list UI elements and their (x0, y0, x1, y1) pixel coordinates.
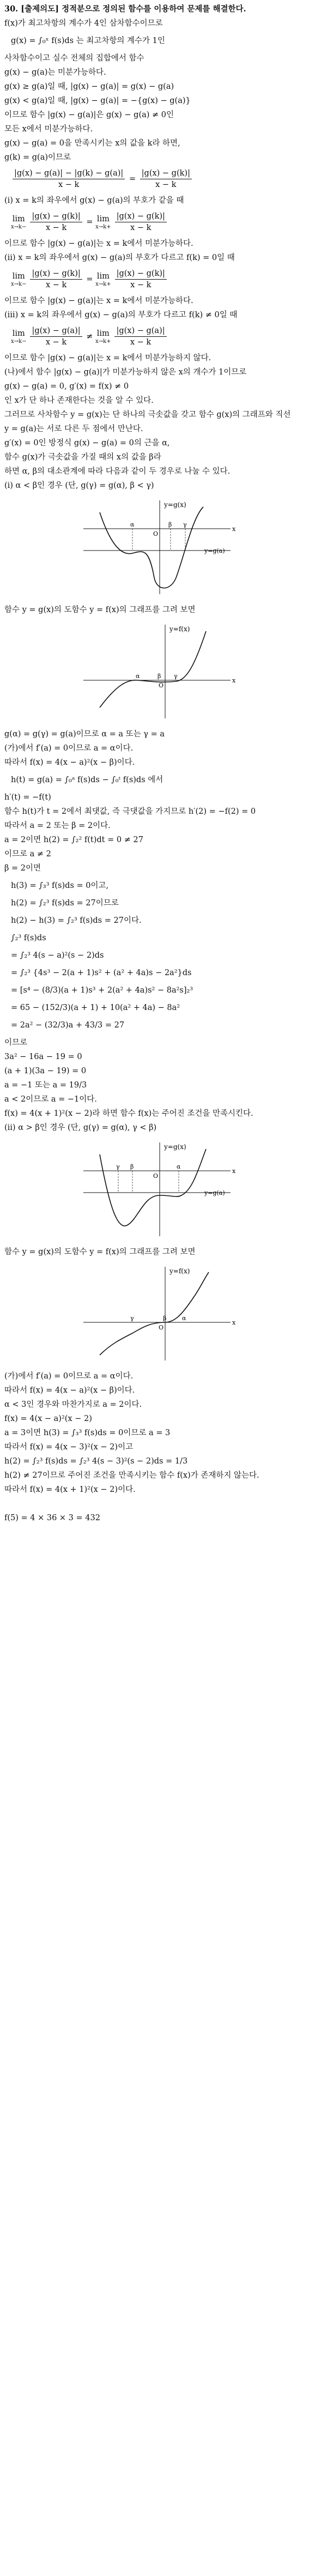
text-line: h′(t) = −f(t) (4, 793, 51, 802)
limit: lim x→k− (11, 215, 27, 230)
text-line: f(x) = 4(x − a)²(x − 2) (4, 1414, 92, 1423)
text-line: a = −1 또는 a = 19/3 (4, 1081, 87, 1090)
origin-label: O (153, 1172, 159, 1180)
text-line: β = 2이면 (4, 864, 41, 873)
case1-text-4 (4, 1036, 310, 1121)
case-conclusion: 이므로 함수 |g(x) − g(a)|는 x = k에서 미분가능하지 않다. (4, 354, 211, 362)
integral-step: = [s⁴ − (8/3)(a + 1)s³ + 2(a² + 4a)s² − 8a²s]₂³ (11, 986, 193, 995)
text-line: 따라서 f(x) = 4(x + 1)²(x − 2)이다. (4, 1485, 136, 1494)
text-line: (나)에서 함수 |g(x) − g(a)|가 미분가능하지 않은 x의 개수가 1이므로 (4, 368, 247, 377)
problem-title: [출제의도] 정적분으로 정의된 함수를 이용하여 문제를 해결한다. (21, 4, 246, 14)
limit-fraction: $\frac{|g(x) - g(k)|}{x - k}$ (30, 268, 82, 291)
text-line: 함수 y = g(x)의 도함수 y = f(x)의 그래프를 그려 보면 (4, 606, 196, 614)
text-line: a = 3이면 h(3) = ∫₃³ f(s)ds = 0이므로 a = 3 (4, 1429, 171, 1437)
final-answer: f(5) = 4 × 36 × 3 = 432 (4, 1514, 100, 1522)
case1-text-3 (4, 790, 310, 875)
fraction-rhs: $\frac{|g(x) - g(k)|}{x - k}$ (140, 168, 192, 190)
origin-label: O (159, 1324, 164, 1331)
text-line: 함수 y = g(x)의 도함수 y = f(x)의 그래프를 그려 보면 (4, 1248, 196, 1256)
x-axis-label: x (232, 677, 236, 684)
text-line: g(x) − g(a) = 0, g′(x) = f(x) ≠ 0 (4, 382, 129, 391)
point-label: β (158, 673, 161, 680)
curve-f (100, 631, 206, 708)
middle-text (4, 365, 310, 479)
limit-equation (11, 325, 310, 348)
limit-fraction: $\frac{|g(x) - g(a)|}{x - k}$ (30, 325, 82, 348)
curve-f (100, 1272, 209, 1355)
point-label: β (163, 1315, 167, 1322)
point-label: β (168, 521, 172, 528)
text-line: h(2) ≠ 27이므로 주어진 조건을 만족시키는 함수 f(x)가 존재하지 않는다. (4, 1471, 259, 1480)
point-label: α (177, 1163, 181, 1170)
relation: = (83, 275, 96, 284)
text-line: 3a² − 16a − 19 = 0 (4, 1053, 82, 1061)
text-line: a = 2이면 h(2) = ∫₂² f(t)dt = 0 ≠ 27 (4, 836, 143, 844)
equation-h2-minus-h3: h(2) − h(3) = ∫₂³ f(s)ds = 27이다. (11, 916, 142, 925)
point-label: γ (130, 1315, 134, 1322)
text-line: (가)에서 f′(a) = 0이므로 a = α이다. (4, 1372, 134, 1381)
x-axis-label: x (232, 1168, 236, 1175)
text-line: g(x) − g(a) = 0을 만족시키는 x의 값을 k라 하면, (4, 139, 180, 148)
point-label: α (136, 673, 140, 680)
case1-text-1 (4, 603, 310, 617)
case2-text-1 (4, 1245, 310, 1259)
integral-step: ∫₂³ f(s)ds (11, 934, 46, 942)
text-line: g(α) = g(γ) = g(a)이므로 α = a 또는 γ = a (4, 730, 165, 739)
point-label: α (182, 1315, 186, 1322)
text-line: a < 2이므로 a = −1이다. (4, 1095, 97, 1104)
text-line: (가)에서 f′(a) = 0이므로 a = α이다. (4, 744, 134, 753)
point-label: γ (174, 673, 178, 680)
text-line: 사차함수이고 실수 전체의 집합에서 함수 (4, 54, 144, 63)
horizontal-line-label: y=g(a) (204, 547, 225, 554)
integral-steps (4, 931, 310, 1032)
point-label: γ (183, 521, 187, 528)
x-axis-label: x (232, 525, 236, 533)
limit-fraction: $\frac{|g(x) - g(k)|}{x - k}$ (30, 211, 82, 233)
problem-header (4, 2, 310, 16)
point-label: γ (116, 1163, 120, 1170)
integral-step: = ∫₂³ 4(s − a)²(s − 2)ds (11, 951, 104, 960)
text-line: 함수 g(x)가 극솟값을 가질 때의 x의 값을 β라 (4, 453, 161, 462)
point-label: β (130, 1163, 134, 1170)
equation-ratio: $\frac{|g(x) - g(a)| - |g(k) - g(a)|}{x - k}$ = $\frac{|g(x) - g(k)|}{x - k}$ (11, 168, 310, 190)
case-conclusion: 이므로 함수 |g(x) − g(a)|는 x = k에서 미분가능하다. (4, 297, 193, 305)
text-line: g(x) ≥ g(a)일 때, |g(x) − g(a)| = g(x) − g(a) (4, 82, 174, 91)
equation-h3: h(3) = ∫₃³ f(s)ds = 0이고, (11, 881, 109, 890)
text-line: f(x)가 최고차항의 계수가 4인 삼차함수이므로 (4, 19, 163, 28)
limit: lim x→k+ (95, 329, 111, 344)
equation-g-definition: g(x) = ∫₀ˣ f(s)ds 는 최고차항의 계수가 1인 (11, 37, 165, 45)
text-line: f(x) = 4(x + 1)²(x − 2)라 하면 함수 f(x)는 주어진 조건을 만족시킨다. (4, 1109, 253, 1118)
case-conclusion: 이므로 함수 |g(x) − g(a)|는 x = k에서 미분가능하다. (4, 239, 193, 248)
text-line: g(x) − g(a)는 미분가능하다. (4, 68, 106, 77)
text-line: 인 x가 단 하나 존재한다는 것을 알 수 있다. (4, 396, 154, 405)
y-axis-label: y=f(x) (169, 1267, 190, 1275)
limit-equation (11, 268, 310, 291)
limit: lim x→k− (11, 329, 27, 344)
text-line: 하면 α, β의 대소관계에 따라 다음과 같이 두 경우로 나눌 수 있다. (4, 467, 231, 476)
text-line: 따라서 a = 2 또는 β = 2이다. (4, 821, 111, 830)
equation-h: h(t) = g(a) = ∫₀ᵃ f(s)ds − ∫₀ᵗ f(s)ds 에서 (11, 776, 163, 784)
text-line: 함수 h(t)가 t = 2에서 최댓값, 즉 극댓값을 가지므로 h′(2) = −f(2) = 0 (4, 807, 256, 816)
text-line: g(k) = g(a)이므로 (4, 153, 71, 162)
case-list (4, 193, 310, 365)
origin-label: O (153, 530, 159, 537)
limit: lim x→k+ (95, 215, 111, 230)
limit-fraction: $\frac{|g(x) - g(k)|}{x - k}$ (115, 268, 167, 291)
case-label: (ⅰ) x = k의 좌우에서 g(x) − g(a)의 부호가 같을 때 (4, 196, 184, 205)
origin-label: O (159, 682, 164, 689)
horizontal-line-label: y=g(a) (204, 1189, 225, 1196)
case2-text-2 (4, 1369, 310, 1497)
relation: ≠ (83, 332, 95, 341)
y-axis-label: y=g(x) (164, 1143, 186, 1151)
relation: = (83, 217, 96, 227)
curve-g (100, 1149, 206, 1226)
graph-f-case1 (78, 620, 236, 724)
text-line: 따라서 f(x) = 4(x − 3)²(x − 2)이고 (4, 1443, 134, 1452)
text-line: g(x) < g(a)일 때, |g(x) − g(a)| = −{g(x) − g(a)} (4, 96, 191, 105)
y-axis-label: y=g(x) (164, 501, 186, 509)
text-line: g′(x) = 0인 방정식 g(x) − g(a) = 0의 근을 α, (4, 439, 170, 448)
text-line: 따라서 f(x) = 4(x − a)²(x − β)이다. (4, 1386, 135, 1395)
equation-h2: h(2) = ∫₂³ f(s)ds = 27이므로 (11, 899, 119, 908)
case-label: (ⅲ) x = k의 좌우에서 g(x) − g(a)의 부호가 다르고 f(k) ≠ 0일 때 (4, 311, 238, 319)
graph-g-case1 (78, 496, 236, 600)
integral-step: = ∫₂³ {4s³ − 2(a + 1)s² + (a² + 4a)s − 2a²}ds (11, 969, 192, 977)
text-line: 이므로 함수 |g(x) − g(a)|은 g(x) − g(a) ≠ 0인 (4, 111, 174, 119)
y-axis-label: y=f(x) (169, 625, 190, 633)
text-line: (a + 1)(3a − 19) = 0 (4, 1067, 87, 1075)
limit: lim x→k+ (95, 272, 111, 287)
case2-label: (ⅱ) α > β인 경우 (단, g(γ) = g(α), γ < β) (4, 1123, 157, 1132)
intro-text (4, 16, 310, 31)
problem-number: 30. (4, 4, 19, 14)
text-line: 따라서 f(x) = 4(x − a)²(x − β)이다. (4, 758, 135, 767)
fraction-lhs: $\frac{|g(x) - g(a)| - |g(k) - g(a)|}{x - k}$ (13, 168, 125, 190)
graph-f-case2 (78, 1262, 236, 1366)
x-axis-label: x (232, 1319, 236, 1326)
text-line: 이므로 a ≠ 2 (4, 850, 51, 858)
limit-fraction: $\frac{|g(x) - g(a)|}{x - k}$ (114, 325, 166, 348)
graph-g-case2 (78, 1138, 236, 1242)
text-line: y = g(a)는 서로 다른 두 점에서 만난다. (4, 425, 143, 433)
limit-fraction: $\frac{|g(x) - g(k)|}{x - k}$ (115, 211, 167, 233)
case-label: (ⅱ) x = k의 좌우에서 g(x) − g(a)의 부호가 다르고 f(k) = 0일 때 (4, 253, 235, 262)
integral-step: = 2a² − (32/3)a + 43/3 = 27 (11, 1021, 125, 1030)
curve-g (100, 507, 203, 588)
integral-step: = 65 − (152/3)(a + 1) + 10(a² + 4a) − 8a² (11, 1003, 180, 1012)
intro-text-2 (4, 51, 310, 165)
limit-equation (11, 211, 310, 233)
text-line: 모든 x에서 미분가능하다. (4, 125, 93, 134)
text-line: h(2) = ∫₂³ f(s)ds = ∫₂³ 4(s − 3)²(s − 2)ds = 1/3 (4, 1457, 188, 1466)
text-line: 그러므로 사차함수 y = g(x)는 단 하나의 극솟값을 갖고 함수 g(x)의 그래프와 직선 (4, 410, 291, 419)
case1-text-2 (4, 727, 310, 770)
limit: lim x→k− (11, 272, 27, 287)
text-line: α < 3인 경우와 마찬가지로 a = 2이다. (4, 1400, 142, 1409)
case1-label: (ⅰ) α < β인 경우 (단, g(γ) = g(α), β < γ) (4, 481, 154, 490)
text-line: 이므로 (4, 1038, 28, 1047)
point-label: α (130, 521, 135, 528)
